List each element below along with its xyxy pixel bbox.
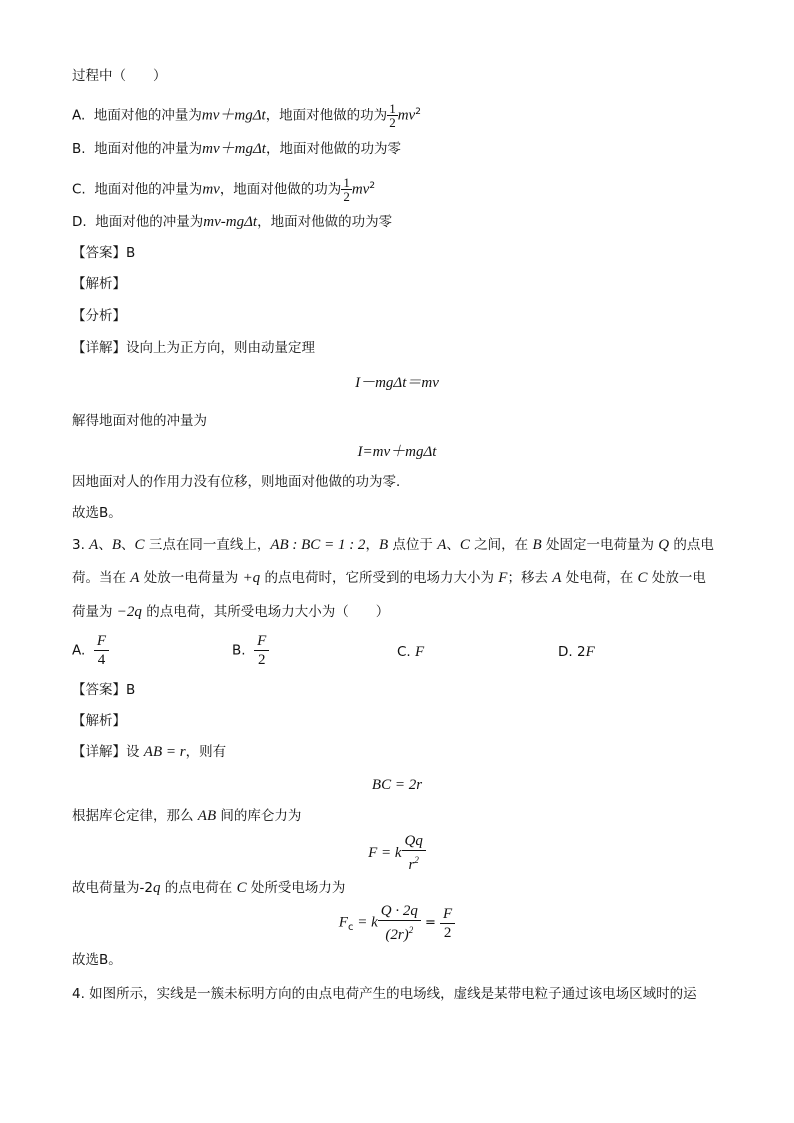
q3-force: 故电荷量为-2q 的点电荷在 C 处所受电场力为 (72, 880, 346, 896)
q2-answer: 【答案】B (72, 245, 136, 261)
q2-choose: 故选B。 (72, 505, 122, 521)
q3-equation-1: BC = 2r (371, 777, 423, 793)
q2-solve: 解得地面对他的冲量为 (72, 413, 207, 429)
q3-option-b: B. $\frac{F}{2}$ (232, 632, 269, 669)
q2-option-d: D. 地面对他的冲量为mv-mgΔt，地面对他做的功为零 (72, 214, 393, 230)
q2-analysis: 【解析】 (72, 276, 126, 292)
half-fraction: $\frac{1}{2}$ (389, 101, 396, 130)
q2-equation-1: I－mgΔt＝mv (355, 375, 439, 391)
q2-option-b: B. 地面对他的冲量为mv＋mgΔt，地面对他做的功为零 (72, 141, 401, 157)
q3-detail: 【详解】设 AB = r，则有 (72, 744, 227, 760)
q3-answer: 【答案】B (72, 682, 136, 698)
q4-stem-line-1: 4. 如图所示，实线是一簇未标明方向的由点电荷产生的电场线，虚线是某带电粒子通过该电场区域时的运 (72, 986, 697, 1002)
q2-fenxi: 【分析】 (72, 308, 126, 324)
q2-equation-2: I=mv＋mgΔt (357, 444, 437, 460)
q3-option-c: C. F (397, 644, 425, 660)
q2-option-a: A. 地面对他的冲量为mv＋mgΔt，地面对他做的功为 $\frac{1}{2}$ $mv^2$ (72, 101, 421, 130)
q3-choose: 故选B。 (72, 952, 122, 968)
q2-option-c: C. 地面对他的冲量为mv，地面对他做的功为 $\frac{1}{2}$ $mv^2$ (72, 175, 376, 204)
q3-analysis: 【解析】 (72, 713, 126, 729)
q3-option-a: A. $\frac{F}{4}$ (72, 632, 109, 669)
q3-equation-2: F = k $\frac{Qq}{r^2}$ (0, 832, 794, 874)
q3-equation-3: $F_c = k$ $\frac{Q \cdot 2q}{(2r)^2}$ = $\frac{F}{2}$ (0, 902, 794, 944)
q3-stem-line-2: 荷。当在 A 处放一电荷量为 +q 的点电荷时，它所受到的电场力大小为 F；移去 A 处电荷，在 C 处放一电 (72, 570, 706, 586)
half-fraction: $\frac{1}{2}$ (343, 175, 350, 204)
q3-coulomb: 根据库仑定律，那么 AB 间的库仑力为 (72, 808, 302, 824)
q3-stem-line-1: 3. A、B、C 三点在同一直线上，AB : BC = 1 : 2，B 点位于 A、C 之间，在 B 处固定一电荷量为 Q 的点电 (72, 537, 714, 553)
q2-detail: 【详解】设向上为正方向，则由动量定理 (72, 340, 315, 356)
q3-stem-line-3: 荷量为 −2q 的点电荷，其所受电场力大小为（ ） (72, 604, 390, 620)
q2-stem-tail: 过程中（ ） (72, 68, 167, 84)
q3-option-d: D. 2F (558, 644, 595, 660)
q2-work: 因地面对人的作用力没有位移，则地面对他做的功为零． (72, 474, 410, 490)
